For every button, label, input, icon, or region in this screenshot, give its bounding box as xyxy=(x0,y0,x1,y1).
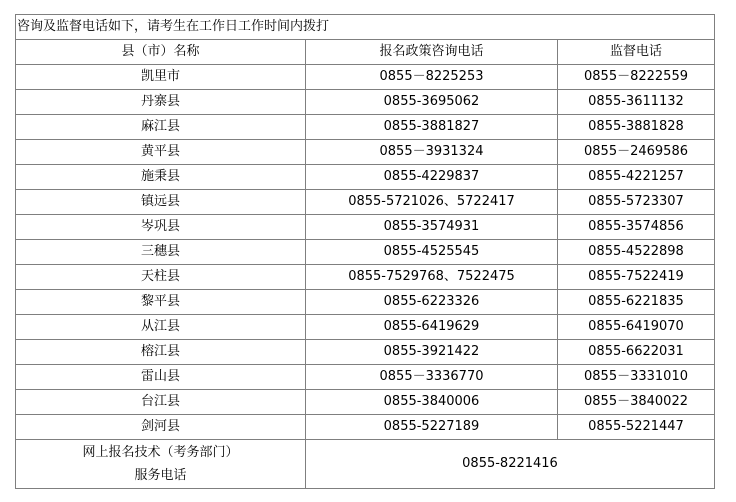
consult-phone: 0855-4229837 xyxy=(306,165,558,190)
notice-text: 咨询及监督电话如下，请考生在工作日工作时间内拨打 xyxy=(16,15,715,40)
footer-label xyxy=(16,440,306,489)
table-row xyxy=(16,165,715,190)
header-supervise-phone: 监督电话 xyxy=(558,40,715,65)
supervise-phone: 0855-5723307 xyxy=(558,190,715,215)
footer-phone: 0855-8221416 xyxy=(306,440,715,489)
consult-phone: 0855-3921422 xyxy=(306,340,558,365)
supervise-phone: 0855-4221257 xyxy=(558,165,715,190)
consult-phone: 0855-7529768、7522475 xyxy=(306,265,558,290)
supervise-phone: 0855-5221447 xyxy=(558,415,715,440)
supervise-phone: 0855-4522898 xyxy=(558,240,715,265)
table-row xyxy=(16,390,715,415)
county-name: 麻江县 xyxy=(16,115,306,140)
table-row xyxy=(16,415,715,440)
supervise-phone: 0855-6419070 xyxy=(558,315,715,340)
consult-phone: 0855-3574931 xyxy=(306,215,558,240)
county-name: 岑巩县 xyxy=(16,215,306,240)
table-row xyxy=(16,340,715,365)
supervise-phone: 0855-6221835 xyxy=(558,290,715,315)
header-consult-phone: 报名政策咨询电话 xyxy=(306,40,558,65)
county-name: 台江县 xyxy=(16,390,306,415)
table-row xyxy=(16,315,715,340)
supervise-phone: 0855-3881828 xyxy=(558,115,715,140)
county-name: 从江县 xyxy=(16,315,306,340)
county-name: 三穗县 xyxy=(16,240,306,265)
county-name: 施秉县 xyxy=(16,165,306,190)
supervise-phone: 0855-3574856 xyxy=(558,215,715,240)
table-row xyxy=(16,240,715,265)
contact-table xyxy=(15,14,715,489)
table-row xyxy=(16,90,715,115)
consult-phone: 0855－8225253 xyxy=(306,65,558,90)
supervise-phone: 0855-3611132 xyxy=(558,90,715,115)
county-name: 凯里市 xyxy=(16,65,306,90)
county-name: 丹寨县 xyxy=(16,90,306,115)
consult-phone: 0855-3881827 xyxy=(306,115,558,140)
notice-row xyxy=(16,15,715,40)
consult-phone: 0855-6419629 xyxy=(306,315,558,340)
header-county: 县（市）名称 xyxy=(16,40,306,65)
consult-phone: 0855-3840006 xyxy=(306,390,558,415)
table-row xyxy=(16,115,715,140)
supervise-phone: 0855-7522419 xyxy=(558,265,715,290)
consult-phone: 0855－3931324 xyxy=(306,140,558,165)
county-name: 镇远县 xyxy=(16,190,306,215)
county-name: 雷山县 xyxy=(16,365,306,390)
county-name: 天柱县 xyxy=(16,265,306,290)
table-row xyxy=(16,290,715,315)
table-row xyxy=(16,365,715,390)
consult-phone: 0855-5227189 xyxy=(306,415,558,440)
county-name: 榕江县 xyxy=(16,340,306,365)
consult-phone: 0855-6223326 xyxy=(306,290,558,315)
table-row xyxy=(16,65,715,90)
supervise-phone: 0855-6622031 xyxy=(558,340,715,365)
table-row xyxy=(16,190,715,215)
footer-label-line2: 服务电话 xyxy=(134,468,187,483)
county-name: 剑河县 xyxy=(16,415,306,440)
consult-phone: 0855-5721026、5722417 xyxy=(306,190,558,215)
consult-phone: 0855－3336770 xyxy=(306,365,558,390)
county-name: 黄平县 xyxy=(16,140,306,165)
footer-row xyxy=(16,440,715,489)
consult-phone: 0855-3695062 xyxy=(306,90,558,115)
table-row xyxy=(16,140,715,165)
supervise-phone: 0855－3840022 xyxy=(558,390,715,415)
table-row xyxy=(16,265,715,290)
consult-phone: 0855-4525545 xyxy=(306,240,558,265)
supervise-phone: 0855－2469586 xyxy=(558,140,715,165)
header-row xyxy=(16,40,715,65)
table-row xyxy=(16,215,715,240)
supervise-phone: 0855－8222559 xyxy=(558,65,715,90)
county-name: 黎平县 xyxy=(16,290,306,315)
supervise-phone: 0855－3331010 xyxy=(558,365,715,390)
contact-table-body xyxy=(16,15,715,489)
footer-label-line1: 网上报名技术（考务部门） xyxy=(82,445,239,460)
